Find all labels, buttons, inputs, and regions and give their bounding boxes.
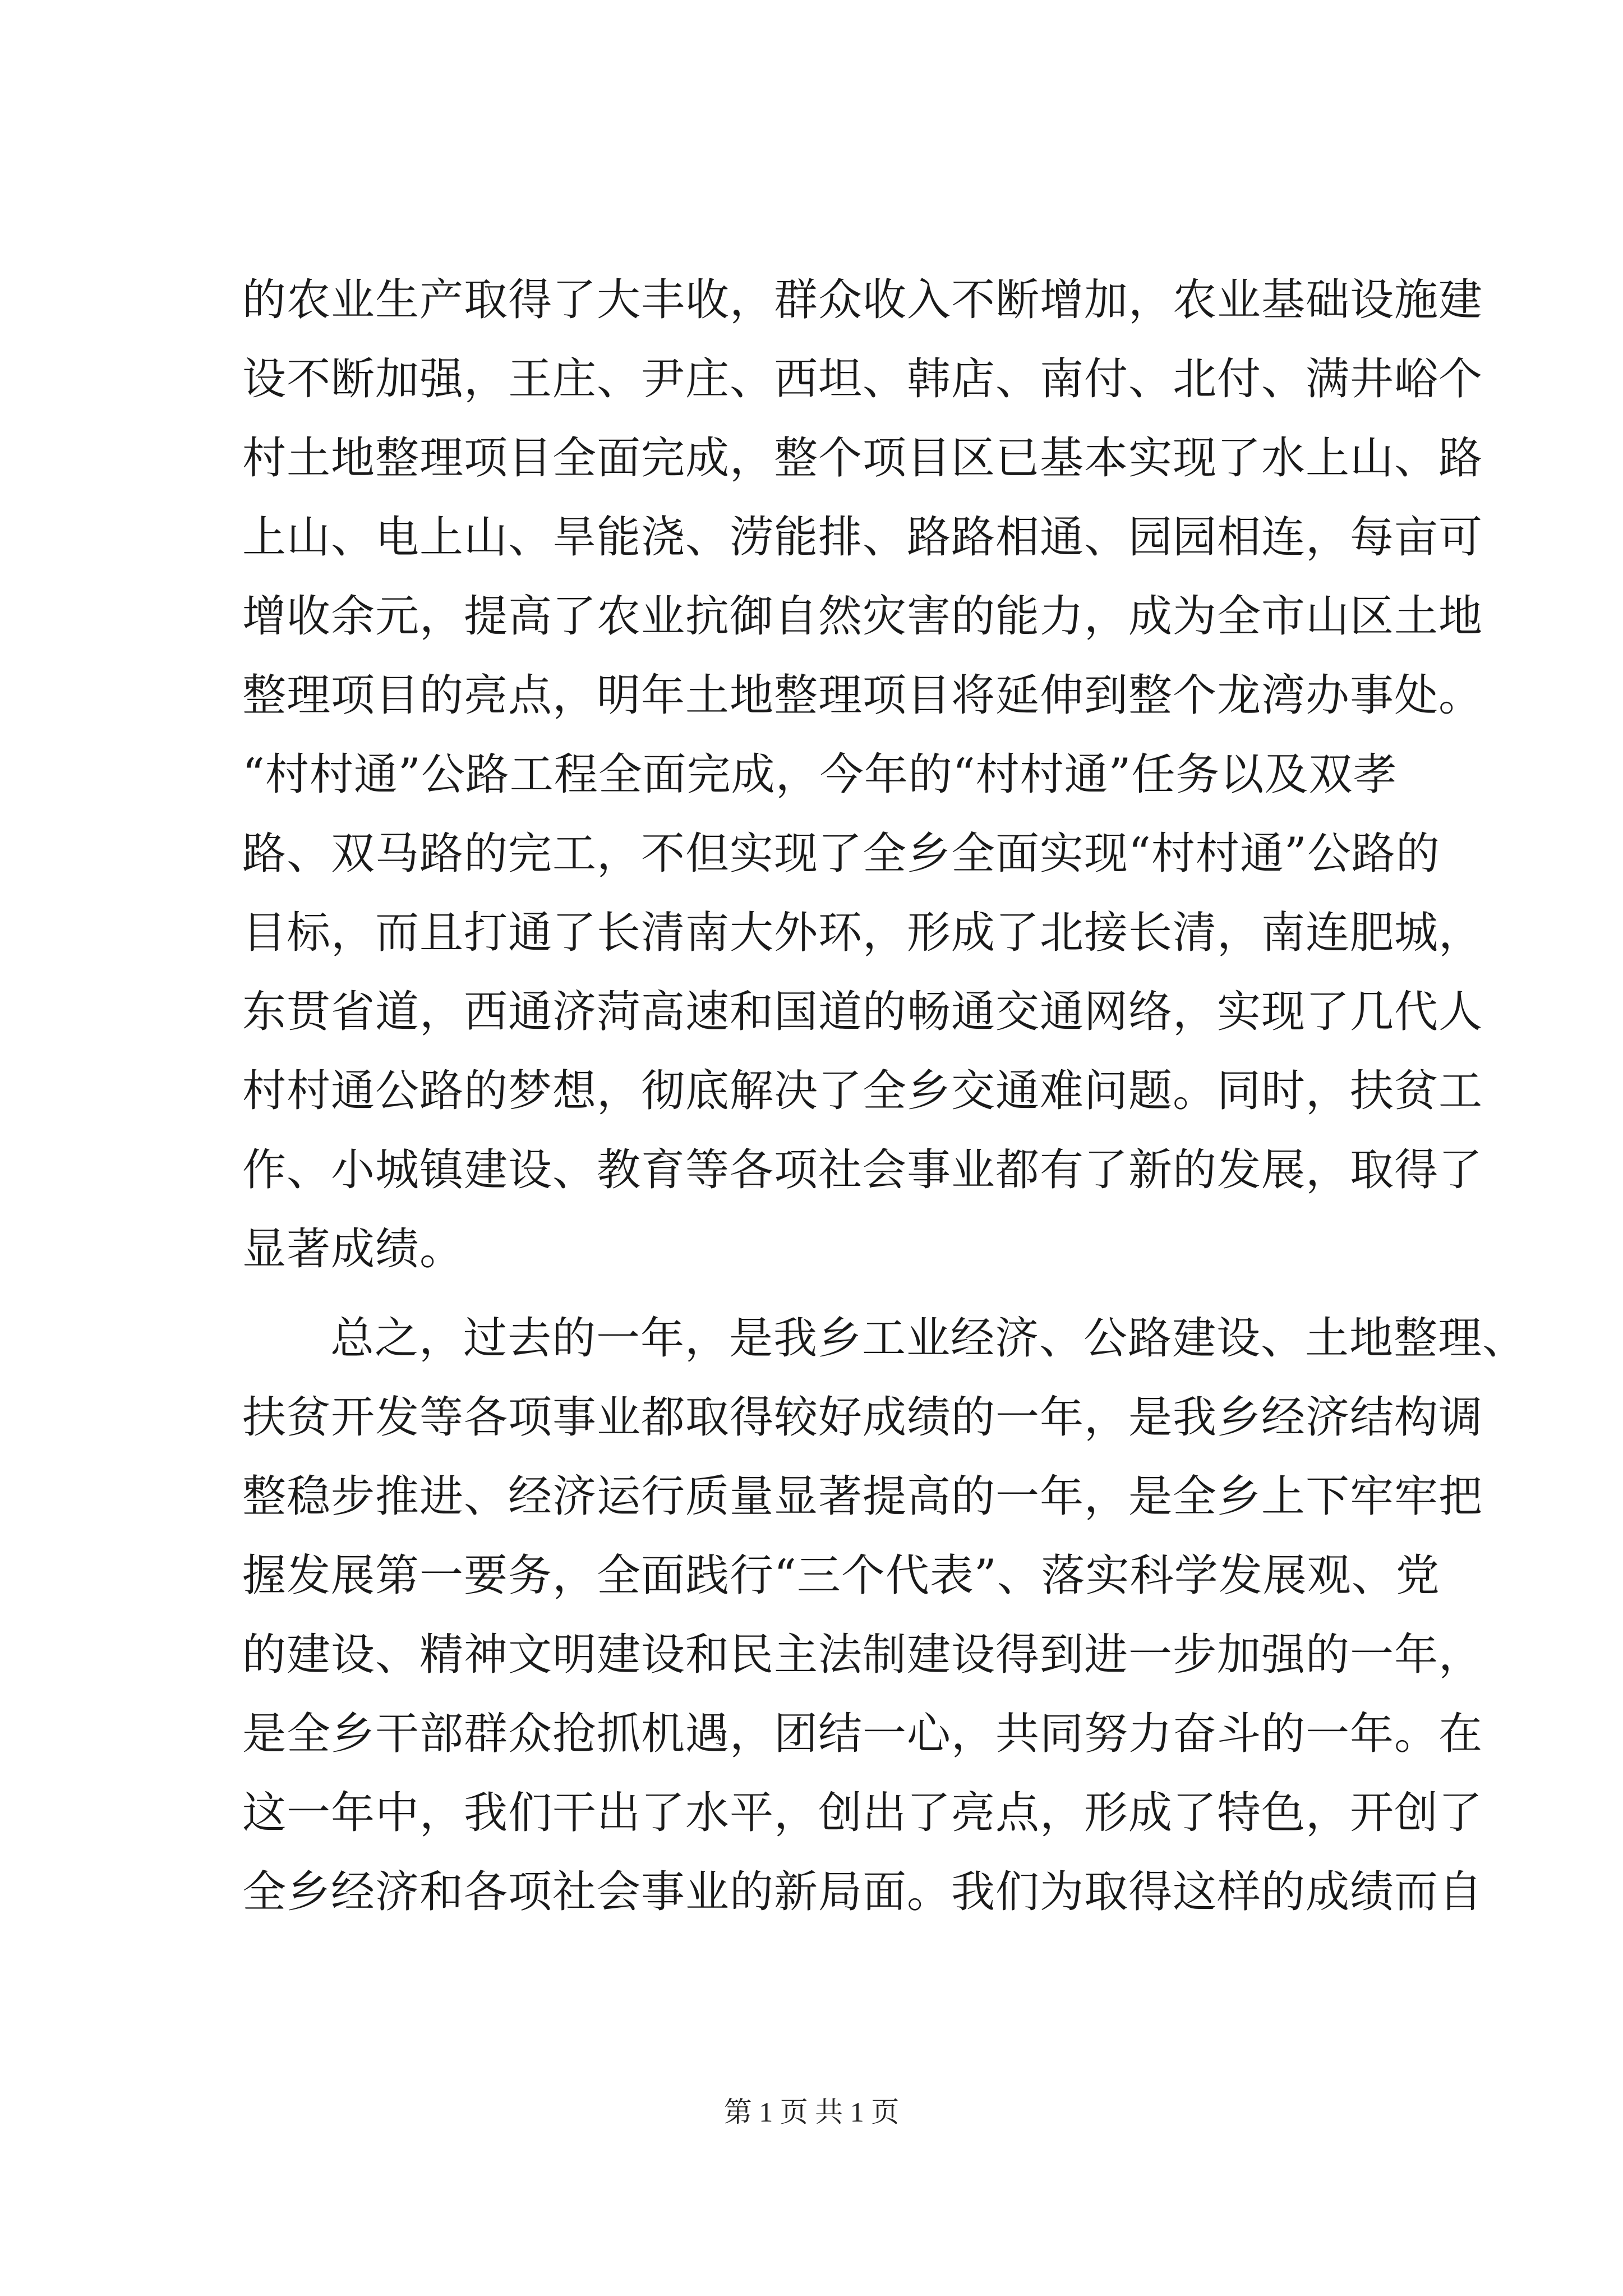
text-line: 作、小城镇建设、教育等各项社会事业都有了新的发展，取得了 [242,1145,1483,1195]
text-line: 的农业生产取得了大丰收，群众收入不断增加，农业基础设施建 [242,275,1483,325]
text-line: 扶贫开发等各项事业都取得较好成绩的一年，是我乡经济结构调 [242,1392,1483,1443]
text-line: 整理项目的亮点，明年土地整理项目将延伸到整个龙湾办事处。 [242,670,1483,721]
paragraph-1 [242,261,1483,1289]
paragraph-gap [242,1289,1386,1299]
text-line: 路、双马路的完工，不但实现了全乡全面实现“村村通”公路的 [242,829,1440,879]
text-line: 村土地整理项目全面完成，整个项目区已基本实现了水上山、路 [242,433,1483,484]
text-line: 东贯省道，西通济菏高速和国道的畅通交通网络，实现了几代人 [242,987,1483,1037]
text-line: 握发展第一要务，全面践行“三个代表”、落实科学发展观、党 [242,1550,1440,1601]
text-line: 是全乡干部群众抢抓机遇，团结一心，共同努力奋斗的一年。在 [242,1709,1483,1759]
text-line: 增收余元，提高了农业抗御自然灾害的能力，成为全市山区土地 [242,591,1483,642]
text-line: 整稳步推进、经济运行质量显著提高的一年，是全乡上下牢牢把 [242,1471,1483,1522]
text-line: 总之，过去的一年，是我乡工业经济、公路建设、土地整理、 [330,1313,1527,1364]
text-line: 的建设、精神文明建设和民主法制建设得到进一步加强的一年， [242,1630,1483,1680]
text-line: “村村通”公路工程全面完成，今年的“村村通”任务以及双孝 [242,749,1398,800]
text-line: 村村通公路的梦想，彻底解决了全乡交通难问题。同时，扶贫工 [242,1066,1483,1116]
page-footer: 第 1 页 共 1 页 [723,2096,900,2128]
text-line: 设不断加强，王庄、尹庄、西坦、韩店、南付、北付、满井峪个 [242,354,1483,404]
text-line: 显著成绩。 [242,1224,464,1274]
body-text [242,261,1527,1932]
text-line: 上山、电上山、旱能浇、涝能排、路路相通、园园相连，每亩可 [242,512,1483,563]
text-line: 这一年中，我们干出了水平，创出了亮点，形成了特色，开创了 [242,1788,1483,1838]
text-line: 全乡经济和各项社会事业的新局面。我们为取得这样的成绩而自 [242,1867,1483,1917]
text-line: 目标，而且打通了长清南大外环，形成了北接长清，南连肥城， [242,908,1483,958]
paragraph-2 [242,1299,1527,1932]
